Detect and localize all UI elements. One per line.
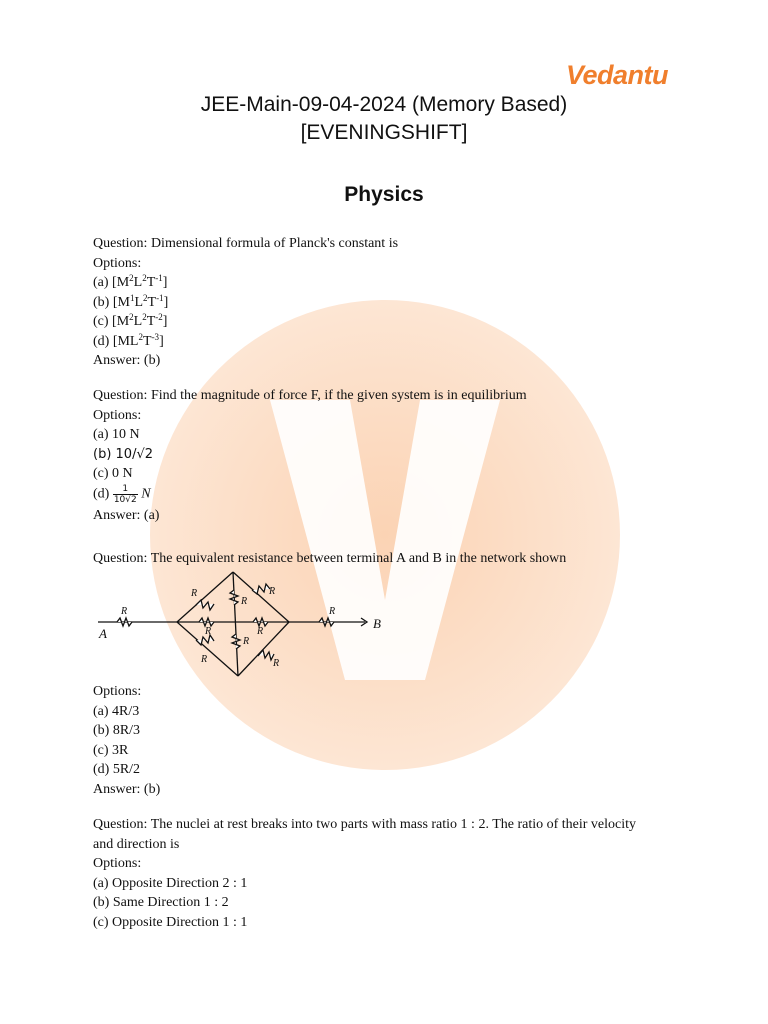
fraction-1-over-10root2: $\frac{1}{10√2}$ (113, 483, 137, 505)
vedantu-watermark (150, 300, 620, 770)
answer-text: Answer: (a) (93, 507, 160, 523)
options-label: Options: (93, 684, 142, 699)
vedantu-logo: Vedantu (566, 60, 669, 90)
resistor-label: R (191, 588, 198, 599)
resistor-label: R (121, 606, 128, 617)
option-b: (b) $[M^1L^2T^{-1}]$ (93, 292, 169, 310)
resistor-label: R (273, 658, 280, 669)
option-b: (b) 8R/3 (93, 723, 141, 738)
question-text: Question: The equivalent resistance between terminal A and B in the network shown (93, 551, 567, 566)
option-c: (c) Opposite Direction 1 : 1 (93, 914, 248, 930)
question-block (93, 234, 398, 371)
option-a: (a) 10 N (93, 427, 140, 442)
option-d: (d) $[ML^2T^{-3}]$ (93, 331, 164, 349)
question-options (93, 682, 160, 799)
resistor-label: R (205, 626, 212, 637)
resistor-label: R (241, 596, 248, 607)
option-a: (a) 4R/3 (93, 703, 140, 719)
resistor-network-diagram (93, 566, 393, 684)
question-text: Question: Dimensional formula of Planck's constant is (93, 236, 399, 251)
answer-text: Answer: (b) (93, 781, 161, 797)
option-a: (a) Opposite Direction 2 : 1 (93, 875, 248, 891)
question-block (93, 386, 527, 525)
option-d: (d) 5R/2 (93, 762, 141, 777)
resistor-label: R (243, 636, 250, 647)
option-c: (c) $[M^2L^2T^{-2}]$ (93, 312, 168, 329)
options-label: Options: (93, 407, 142, 423)
option-d: (d) $\frac{1}{10√2}$ N (93, 483, 151, 505)
option-b: (b) 10/√2 (93, 446, 154, 462)
resistor-label: R (201, 654, 208, 665)
page-title: JEE-Main-09-04-2024 (Memory Based) (200, 93, 568, 116)
option-c: (c) 0 N (93, 466, 133, 481)
subject-heading: Physics (344, 183, 424, 206)
answer-text: Answer: (b) (93, 353, 161, 368)
option-c: (c) 3R (93, 742, 129, 758)
resistor-label: R (257, 626, 264, 637)
terminal-b-label: B (373, 616, 381, 631)
question-text: Question: Find the magnitude of force F, if the given system is in equilibrium (93, 388, 527, 403)
options-label: Options: (93, 255, 142, 271)
option-b: (b) Same Direction 1 : 2 (93, 895, 229, 910)
question-block (93, 815, 653, 932)
question-text: Question: The nuclei at rest breaks into two parts with mass ratio 1 : 2. The ratio of their velocity and direction is (93, 817, 637, 852)
options-label: Options: (93, 856, 142, 871)
shift-title: [EVENINGSHIFT] (300, 121, 468, 144)
terminal-a-label: A (99, 626, 107, 641)
resistor-label: R (329, 606, 336, 617)
resistor-label: R (269, 586, 276, 597)
option-a: (a) $[M^2L^2T^{-1}]$ (93, 273, 168, 290)
